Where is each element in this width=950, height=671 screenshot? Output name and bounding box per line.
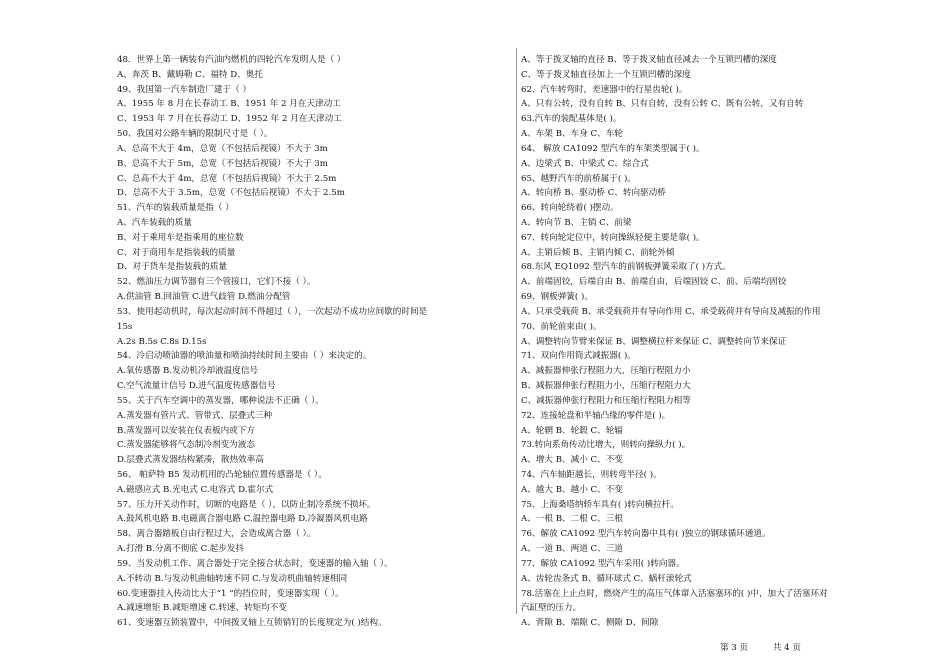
question-line: C.蒸发器能够将气态制冷剂变为液态 — [117, 440, 255, 451]
question-line: A.打滑 B.分离不彻底 C.起步发抖 — [117, 544, 244, 555]
question-line: A、汽车装载的质量 — [117, 218, 192, 229]
question-line: 62、汽车转弯时，差速器中的行星齿轮( )。 — [521, 84, 688, 95]
page-number: 第 3 页 — [720, 643, 749, 653]
question-line: A、调整转向节臂来保证 B、调整横拉杆来保证 C、调整转向节来保证 — [521, 336, 787, 347]
question-line: 55、关于汽车空调中的蒸发器，哪种说法不正确（ ）。 — [117, 395, 325, 406]
page-total: 共 4 页 — [772, 643, 801, 653]
question-line: 54、冷启动喷油器的喷油量和喷油持续时间主要由（ ）来决定的。 — [117, 351, 372, 362]
question-line: A、增大 B、减小 C、不变 — [521, 455, 623, 466]
question-line: C、等于拨叉轴直径加上一个互锁凹槽的深度 — [521, 69, 691, 80]
question-line: C、1953 年 7 月在长春动工 D、1952 年 2 月在天津动工 — [117, 114, 342, 125]
question-line: C、总高不大于 4m，总宽（不包括后视镜）不大于 2.5m — [117, 173, 337, 184]
question-line: A、只承受载荷 B、承受载荷并有导向作用 C、承受载荷并有导向及减振的作用 — [521, 306, 821, 317]
question-line: A、齿轮齿条式 B、循环球式 C、蜗杆滚轮式 — [521, 573, 692, 584]
question-line: D.层叠式蒸发器结构紧凑，散热效率高 — [117, 455, 264, 466]
question-line: C、对于商用车是指装载的质量 — [117, 247, 236, 258]
question-line: 56、 帕萨特 B5 发动机用的凸轮轴位置传感器是（ ）。 — [117, 469, 327, 480]
question-line: 75、上海桑塔纳轿车具有( )转向横拉杆。 — [521, 499, 679, 510]
question-line: A、背隙 B、端隙 C、侧隙 D、间隙 — [521, 618, 659, 629]
question-line: A.减速增矩 B.减矩增速 C.转速、转矩均不变 — [117, 603, 287, 614]
question-line: A、轮辋 B、轮毂 C、轮辐 — [521, 425, 623, 436]
question-line: B.蒸发器可以安装在仪表板内或下方 — [117, 425, 255, 436]
question-line: 73.转向系角传动比增大，则转向操纵力( )。 — [521, 440, 691, 451]
question-line: 52、燃油压力调节器有三个管接口，它们不接（ ）。 — [117, 277, 316, 288]
question-line: 70、前轮前束由( )。 — [521, 321, 602, 332]
question-line: A、一道 B、两道 C、三道 — [521, 544, 623, 555]
question-line: 72、连接轮盘和半轴凸缘的零件是( )。 — [521, 410, 671, 421]
question-line: 69、钢板弹簧( )。 — [521, 292, 593, 303]
question-line: 68.东风 EQ1092 型汽车的前钢板弹簧采取了( )方式。 — [521, 262, 731, 273]
question-line: A、一根 B、二根 C、三根 — [521, 514, 623, 525]
question-line: A、减振器伸张行程阻力大，压缩行程阻力小 — [521, 366, 691, 377]
question-line: 60.变速器挂入传动比大于“1 ”的挡位时，变速器实现（ ）。 — [117, 588, 344, 599]
question-line: A、等于拨叉轴的直径 B、等于拨叉轴直径减去一个互锁凹槽的深度 — [521, 55, 777, 65]
question-line: A、奔茨 B、戴姆勒 C、福特 D、奥托 — [117, 69, 263, 80]
question-line: 57、压力开关动作时，切断的电路是（ ），以防止制冷系统不损坏。 — [117, 499, 376, 510]
question-line: 53、使用起动机时，每次起动时间不得超过（ ），一次起动不成功应间歇的时间是 — [117, 306, 428, 317]
question-line: D、对于货车是指装载的质量 — [117, 262, 228, 273]
question-line: B、对于乘用车是指乘用的座位数 — [117, 232, 244, 243]
question-line: B、减振器伸张行程阻力小，压缩行程阻力大 — [521, 381, 691, 392]
question-line: 50、我国对公路车辆的限制尺寸是（ ）。 — [117, 129, 273, 140]
question-line: 65、越野汽车的前桥属于( )。 — [521, 173, 636, 184]
question-line: B、总高不大于 5m，总宽（不包括后视镜）不大于 3m — [117, 158, 328, 169]
question-line: 64、 解放 CA1092 型汽车的车架类型属于( )。 — [521, 143, 705, 154]
question-line: 48．世界上第一辆装有汽油内燃机的四轮汽车发明人是（ ） — [117, 55, 346, 65]
question-line: 49、我国第一汽车制造厂建于（ ） — [117, 84, 251, 95]
question-line: 15s — [117, 321, 133, 332]
question-line: D、总高不大于 3.5m，总宽（不包括后视镜）不大于 2.5m — [117, 188, 345, 199]
question-line: A.磁感应式 B.光电式 C.电容式 D.霍尔式 — [117, 484, 274, 495]
question-line: A.蒸发器有管片式、管带式、层叠式三种 — [117, 410, 273, 421]
question-line: 51、汽车的装载质量是指（ ） — [117, 203, 234, 214]
question-line: C、减振器伸张行程阻力和压缩行程阻力相等 — [521, 395, 691, 406]
question-line: 63.汽车的装配基体是( )。 — [521, 114, 622, 125]
question-line: A、前端固铰，后端自由 B、前端自由，后端固铰 C、前、后端均固铰 — [521, 277, 787, 288]
question-line: 76、解放 CA1092 型汽车转向器中具有( )独立的钢球循环通道。 — [521, 529, 771, 540]
question-line: 汽缸壁的压力。 — [521, 603, 582, 614]
question-line: A、越大 B、越小 C、不变 — [521, 484, 623, 495]
question-line: 58、离合器踏板自由行程过大，会造成离合器（ ）。 — [117, 529, 316, 540]
question-line: A.不转动 B.与发动机曲轴转速不同 C.与发动机曲轴转速相同 — [117, 573, 348, 584]
question-line: 77、解放 CA1092 型汽车采用( )转向器。 — [521, 558, 685, 569]
question-line: A、主销后倾 B、主销内倾 C、前轮外倾 — [521, 247, 675, 258]
question-line: A、车架 B、车身 C、车轮 — [521, 129, 623, 140]
question-line: 74、汽车轴距越长，则转弯半径( )。 — [521, 469, 662, 480]
question-line: 78.活塞在上止点时，燃烧产生的高压气体窜入活塞塞环的( )中，加大了活塞环对 — [521, 588, 828, 599]
question-line: A、转向节 B、主销 C、前梁 — [521, 218, 632, 229]
question-line: 61、变速器互锁装置中，中间拨叉轴上互锁销钉的长度规定为( )结构。 — [117, 618, 387, 629]
page-footer — [720, 641, 823, 653]
question-line: 66、转向轮绕着( )摆动。 — [521, 203, 619, 214]
question-line: A、1955 年 8 月在长春动工 B、1951 年 2 月在天津动工 — [117, 99, 341, 110]
question-line: 67、转向轮定位中，转向操纵轻便主要是靠( )。 — [521, 232, 705, 243]
question-line: A.鼓风机电路 B.电磁离合器电路 C.温控器电路 D.冷凝器风机电路 — [117, 514, 368, 525]
question-line: C.空气流量计信号 D.进气温度传感器信号 — [117, 381, 276, 392]
column-divider — [516, 48, 517, 614]
question-line: 59、当发动机工作、离合器处于完全接合状态时，变速器的输入轴（ ）。 — [117, 558, 393, 569]
question-line: A.2s B.5s C.8s D.15s — [117, 336, 207, 347]
question-line: A、边梁式 B、中梁式 C、综合式 — [521, 158, 649, 169]
question-line: 71、双向作用筒式减振器( )。 — [521, 351, 636, 362]
question-line: A、转向桥 B、驱动桥 C、转向驱动桥 — [521, 188, 666, 199]
question-line: A.供油管 B.回油管 C.进气歧管 D.燃油分配管 — [117, 292, 291, 303]
question-line: A、总高不大于 4m，总宽（不包括后视镜）不大于 3m — [117, 143, 328, 154]
question-line: A、只有公转，没有自转 B、只有自转，没有公转 C、既有公转，又有自转 — [521, 99, 804, 110]
question-line: A.氧传感器 B.发动机冷却液温度信号 — [117, 366, 259, 377]
